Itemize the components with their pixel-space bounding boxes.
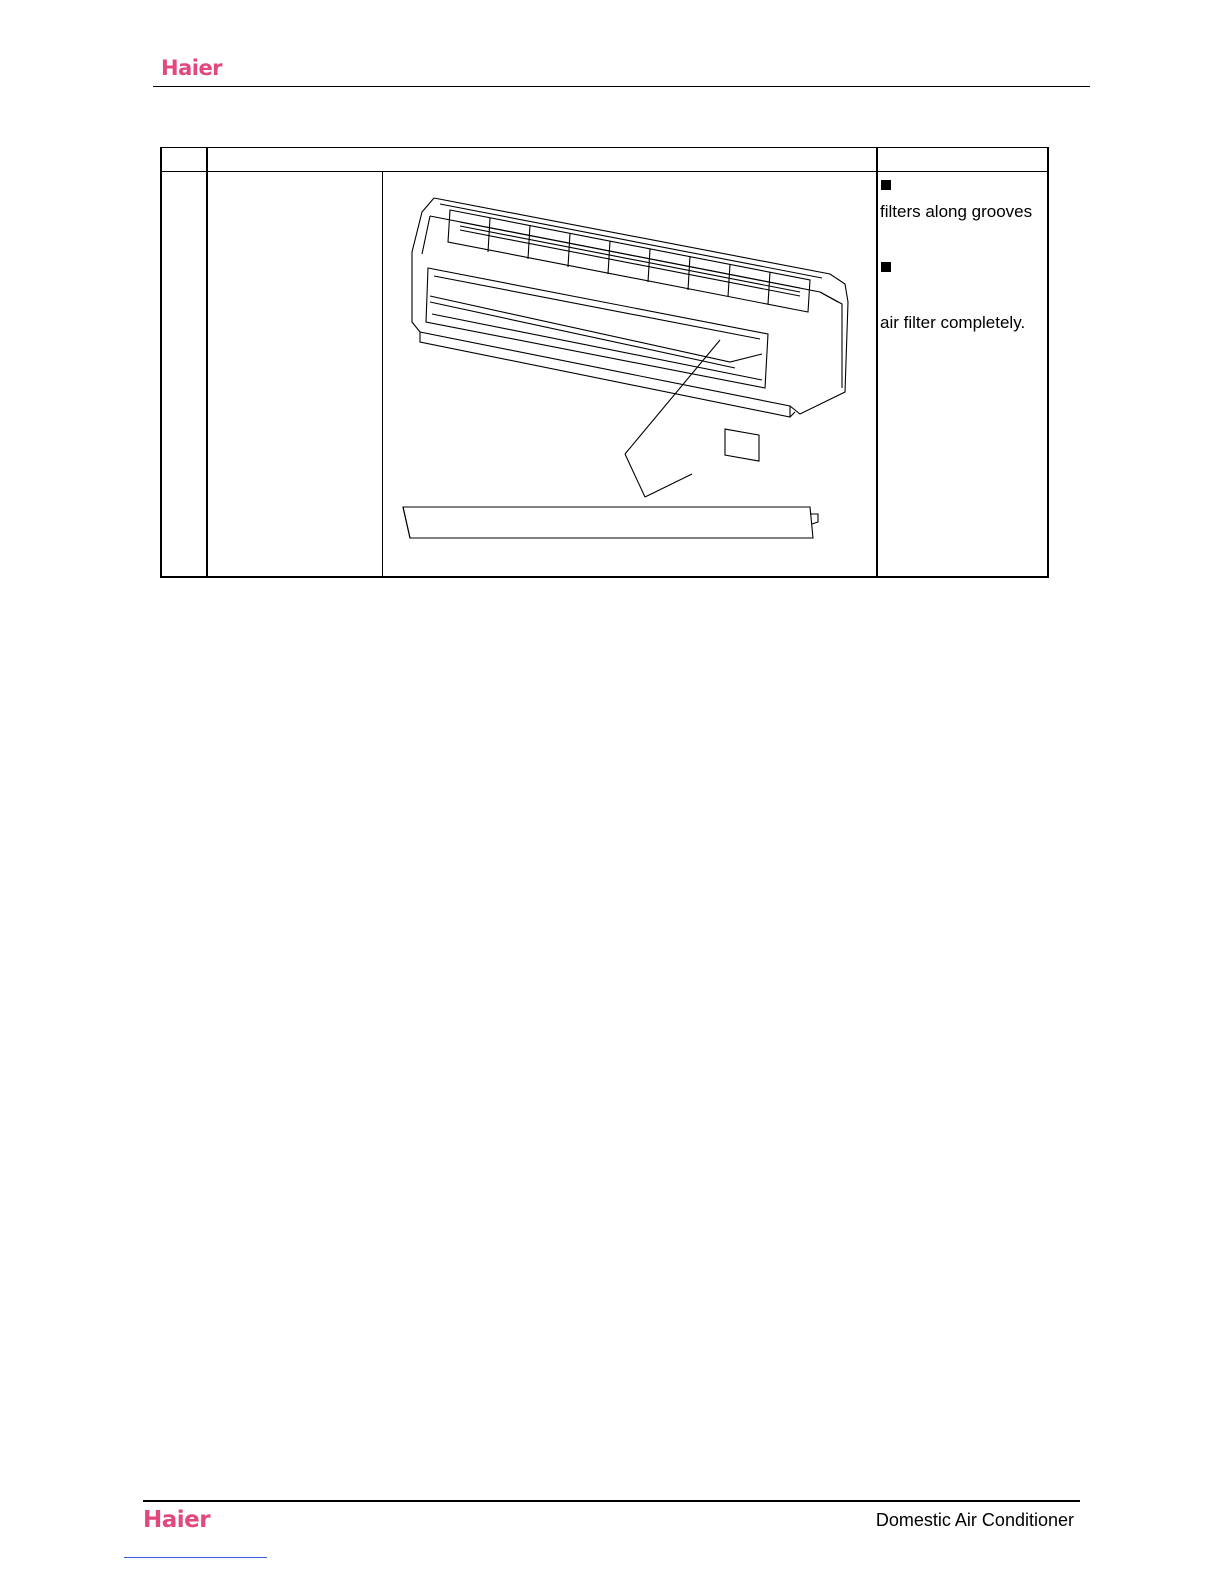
- link-underline: [124, 1557, 267, 1558]
- table-border-right: [1047, 147, 1049, 578]
- table-header-separator: [160, 171, 1049, 172]
- haier-logo-bottom: Haier: [143, 1507, 211, 1533]
- table-border-left: [160, 147, 162, 578]
- note-text: filters along grooves: [880, 202, 1033, 221]
- footer-rule: [143, 1500, 1080, 1502]
- table-border-bottom: [160, 576, 1049, 578]
- bullet-square-icon: [881, 262, 891, 272]
- note-text: air filter completely.: [880, 313, 1026, 332]
- bullet-square-icon: [881, 180, 891, 190]
- indoor-unit-body: [412, 198, 848, 461]
- haier-logo-top: Haier: [161, 56, 223, 80]
- air-filter-strip: [403, 507, 818, 538]
- footer-title: Domestic Air Conditioner: [875, 1510, 1074, 1530]
- column-divider-2: [382, 171, 383, 578]
- column-divider-1: [206, 147, 208, 578]
- indoor-unit-filter-drawing: [390, 192, 860, 552]
- table-border-top: [160, 147, 1049, 148]
- column-divider-3: [876, 147, 878, 578]
- header-rule: [153, 86, 1090, 87]
